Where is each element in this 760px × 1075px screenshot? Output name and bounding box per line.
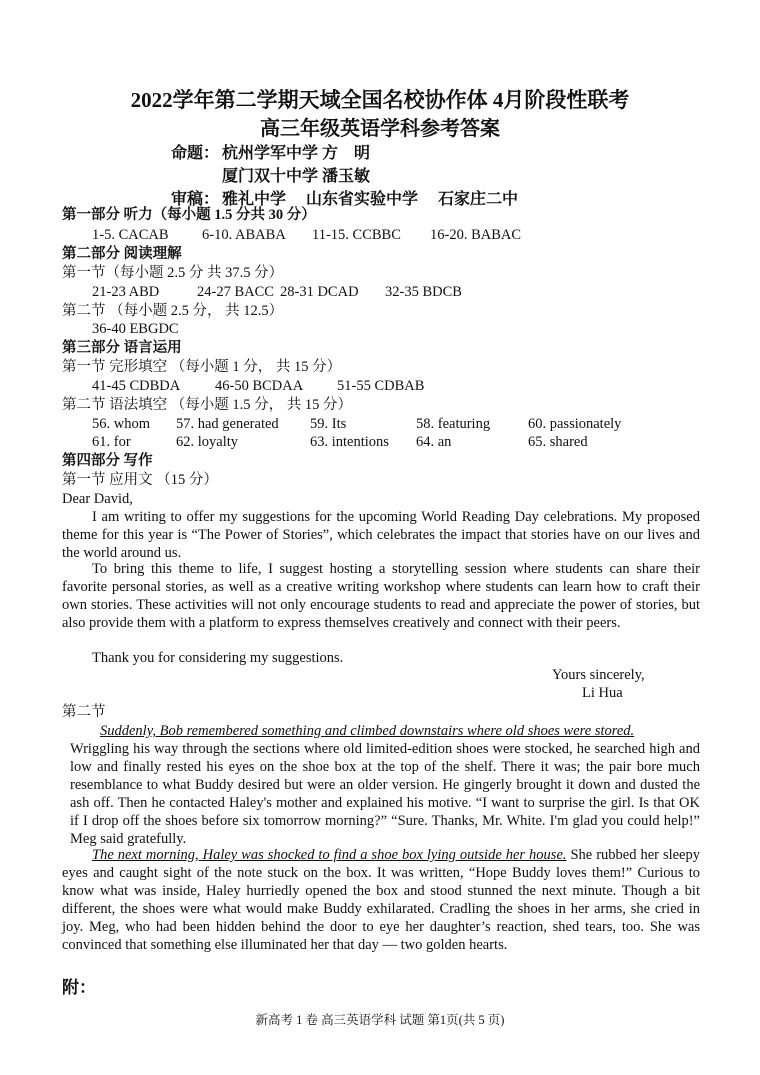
part3-section1: 第一节 完形填空 （每小题 1 分， 共 15 分）	[62, 359, 342, 375]
annex-label: 附：	[62, 978, 96, 997]
answer-item: 60. passionately	[528, 416, 622, 432]
part4-section2: 第二节	[62, 704, 106, 720]
answer-item: 63. intentions	[310, 434, 389, 450]
letter-paragraph-2: To bring this theme to life, I suggest hosting a storytelling session where students can share their favorite personal stories, as well as a creative writing workshop where students can learn how to craft their own stories. These activities will not only encourage students to read and appreciate the power of stories, but also provide them with a platform to express themselves creatively and connect with their peers.	[62, 561, 700, 631]
author-1: 杭州学军中学 方 明	[222, 145, 371, 162]
letter-closing: Yours sincerely,	[552, 667, 645, 683]
answer-group: 28-31 DCAD	[280, 284, 359, 300]
story-body-2: She rubbed her sleepy eyes and caught sight of the note stuck on the box. It was written, “Hope Buddy loves them!” Curious to know what was inside, Haley hurriedly opened the box and stood stunned the next minute. Though a bit different, the shoes were what would make Buddy exhilarated. Cradling the shoes in her arms, she cried in joy. Meg, who had been hidden behind the door to eye her daughter’s reaction, shed tears, too. She was convinced that something else illuminated her that day — two golden hearts.	[62, 847, 700, 953]
part2-section2: 第二节 （每小题 2.5 分， 共 12.5）	[62, 303, 284, 319]
reviewers: 雅礼中学 山东省实验中学 石家庄二中	[222, 191, 519, 208]
letter-signature: Li Hua	[582, 685, 623, 701]
answer-group: 51-55 CDBAB	[337, 378, 425, 394]
part3-heading: 第三部分 语言运用	[62, 340, 182, 356]
story-paragraph-2	[62, 846, 700, 954]
story-body-1: Wriggling his way through the sections where old limited-edition shoes were stocked, he searched high and low and finally rested his eyes on the shoe box at the top of the shelf. There it was; the pair bore much resemblance to what Buddy desired but were an older version. He gingerly brought it down and dusted the ash off. Then he contacted Haley's mother and explained his motive. “I want to surprise the girl. Is that OK if I drop off the shoes before six tomorrow morning?” “Sure. Thanks, Mr. White. I'm glad you could help!” Meg said gratefully.	[70, 741, 700, 847]
part3-section2: 第二节 语法填空 （每小题 1.5 分， 共 15 分）	[62, 397, 352, 413]
page-footer: 新高考 1 卷 高三英语学科 试题 第1页(共 5 页)	[255, 1013, 505, 1027]
answer-item: 61. for	[92, 434, 131, 450]
story-lead-sentence-1: Suddenly, Bob remembered something and climbed downstairs where old shoes were stored.	[100, 723, 635, 739]
answer-group: 32-35 BDCB	[385, 284, 462, 300]
answer-group: 1-5. CACAB	[92, 227, 169, 243]
answer-item: 65. shared	[528, 434, 588, 450]
answer-item: 58. featuring	[416, 416, 491, 432]
part1-heading: 第一部分 听力（每小题 1.5 分共 30 分）	[62, 207, 316, 223]
answer-group: 6-10. ABABA	[202, 227, 286, 243]
answer-item: 57. had generated	[176, 416, 279, 432]
answer-item: 56. whom	[92, 416, 150, 432]
part2-heading: 第二部分 阅读理解	[62, 246, 182, 262]
part2-section1: 第一节（每小题 2.5 分 共 37.5 分）	[62, 265, 284, 281]
answer-group: 11-15. CCBBC	[312, 227, 401, 243]
letter-salutation: Dear David,	[62, 491, 133, 507]
answer-item: 64. an	[416, 434, 452, 450]
answer-group: 46-50 BCDAA	[215, 378, 304, 394]
answer-item: 62. loyalty	[176, 434, 239, 450]
answer-group: 24-27 BACC	[197, 284, 274, 300]
reviewers-label: 审稿：	[171, 191, 220, 208]
answer-item: 59. Its	[310, 416, 347, 432]
author-2: 厦门双十中学 潘玉敏	[222, 168, 371, 185]
answer-group: 36-40 EBGDC	[92, 321, 179, 337]
letter-paragraph-1: I am writing to offer my suggestions for the upcoming World Reading Day celebrations. My proposed theme for this year is “The Power of Stories”, which celebrates the impact that stories have on our lives and the world around us.	[62, 509, 700, 561]
story-lead-sentence-2: The next morning, Haley was shocked to find a shoe box lying outside her house.	[92, 847, 567, 863]
part4-heading: 第四部分 写作	[62, 453, 153, 469]
answer-group: 21-23 ABD	[92, 284, 160, 300]
letter-paragraph-3: Thank you for considering my suggestions.	[92, 650, 344, 666]
part4-section1: 第一节 应用文 （15 分）	[62, 472, 218, 488]
page-subtitle: 高三年级英语学科参考答案	[260, 118, 500, 140]
page-title: 2022学年第二学期天域全国名校协作体 4月阶段性联考	[130, 88, 630, 112]
story-paragraph-1	[70, 722, 700, 848]
answer-group: 16-20. BABAC	[430, 227, 522, 243]
answer-group: 41-45 CDBDA	[92, 378, 181, 394]
authors-label: 命题：	[171, 145, 220, 162]
